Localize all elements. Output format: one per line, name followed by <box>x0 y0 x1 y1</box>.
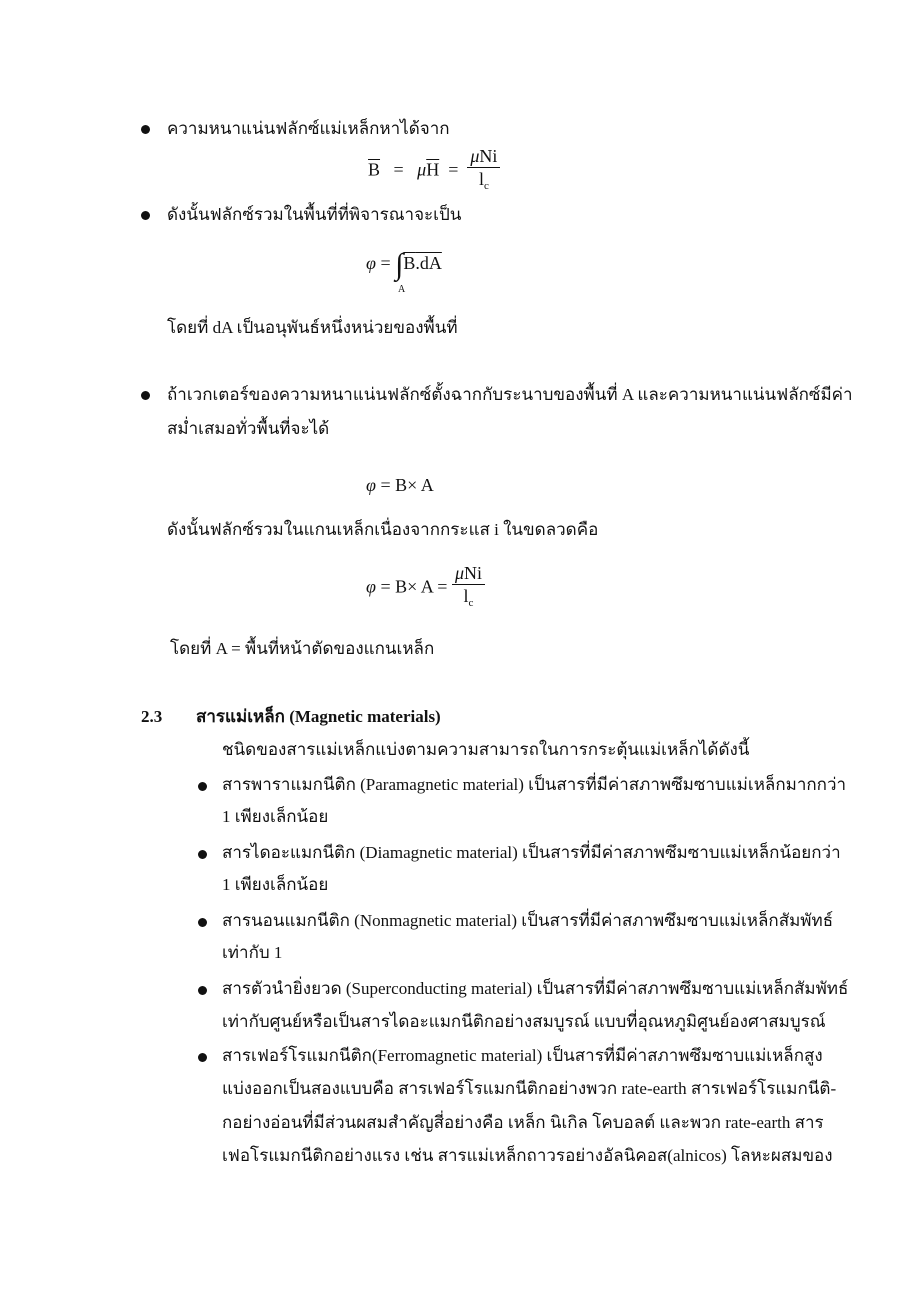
item-nonmagnetic-line2: เท่ากับ 1 <box>222 943 283 962</box>
item-ferromagnetic-line3: กอย่างอ่อนที่มีส่วนผสมสำคัญสี่อย่างคือ เหล็ก นิเกิล โคบอลต์ และพวก rate-earth สาร <box>222 1113 824 1132</box>
eq4-rest: = B× A = <box>380 576 448 597</box>
bullet-marker <box>198 918 207 927</box>
equation-core-flux <box>366 563 485 613</box>
eq3-phi: φ <box>366 475 376 495</box>
section-number: 2.3 <box>141 707 163 726</box>
section-intro: ชนิดของสารแม่เหล็กแบ่งตามความสามารถในการกระตุ้นแม่เหล็กได้ดังนี้ <box>222 740 750 759</box>
bullet-marker <box>198 850 207 859</box>
item-ferromagnetic-line2: แบ่งออกเป็นสองแบบคือ สารเฟอร์โรแมกนีติกอย่างพวก rate-earth สารเฟอร์โรแมกนีติ- <box>222 1079 837 1098</box>
eq4-den-sub: c <box>468 597 474 609</box>
note-area-definition: โดยที่ A = พื้นที่หน้าตัดของแกนเหล็ก <box>170 639 435 658</box>
eq2-phi: φ <box>366 253 376 274</box>
item-ferromagnetic-line4: เฟอโรแมกนีติกอย่างแรง เช่น สารแม่เหล็กถาวรอย่างอัลนิคอส(alnicos) โลหะผสมของ <box>222 1146 833 1165</box>
integral-sign: ∫ <box>395 248 404 281</box>
bullet-marker <box>198 782 207 791</box>
item-superconducting-line2: เท่ากับศูนย์หรือเป็นสารไดอะแมกนีติกอย่างสมบูรณ์ แบบที่อุณหภูมิศูนย์องศาสมบูรณ์ <box>222 1012 826 1031</box>
eq4-den: l <box>463 586 469 606</box>
bullet-marker <box>141 125 150 134</box>
item-ferromagnetic-line1: สารเฟอร์โรแมกนีติก(Ferromagnetic material) เป็นสารที่มีค่าสภาพซึมซาบแม่เหล็กสูง <box>222 1046 823 1065</box>
eq4-num: Ni <box>464 563 482 583</box>
eq2-equals: = <box>380 253 391 274</box>
eq4-phi: φ <box>366 576 376 597</box>
note-da-definition: โดยที่ dA เป็นอนุพันธ์หนึ่งหน่วยของพื้นที่ <box>167 318 458 337</box>
integral-limit: A <box>398 284 406 295</box>
equation-flux-product <box>366 475 434 495</box>
eq4-fraction <box>452 563 485 614</box>
item-superconducting-line1: สารตัวนำยิ่งยวด (Superconducting material) เป็นสารที่มีค่าสภาพซึมซาบแม่เหล็กสัมพัทธ์ <box>222 979 849 998</box>
eq1-h: $\overline{H}$ <box>426 159 440 180</box>
eq1-den-sub: c <box>483 180 489 192</box>
eq3-rest: = B× A <box>380 475 434 495</box>
equation-flux-density <box>368 146 500 196</box>
note-core-flux: ดังนั้นฟลักซ์รวมในแกนเหล็กเนื่องจากกระแส i ในขดลวดคือ <box>167 520 599 539</box>
eq1-num: Ni <box>479 146 498 166</box>
eq1-fraction <box>467 146 500 197</box>
section-title: สารแม่เหล็ก (Magnetic materials) <box>196 707 441 726</box>
eq2-b: $\overline{B}$ <box>403 253 416 274</box>
eq1-equals: = <box>393 159 404 180</box>
item-paramagnetic-line2: 1 เพียงเล็กน้อย <box>222 807 329 826</box>
item-diamagnetic-line1: สารไดอะแมกนีติก (Diamagnetic material) เป็นสารที่มีค่าสภาพซึมซาบแม่เหล็กน้อยกว่า <box>222 843 841 862</box>
eq1-lhs: $\overline{B}$ <box>368 159 381 180</box>
item-diamagnetic-line2: 1 เพียงเล็กน้อย <box>222 875 329 894</box>
bullet-marker <box>141 391 150 400</box>
bullet-text-perpendicular-line1: ถ้าเวกเตอร์ของความหนาแน่นฟลักซ์ตั้งฉากกับระนาบของพื้นที่ A และความหนาแน่นฟลักซ์มีค่า <box>167 385 853 404</box>
eq2-da: .dA <box>415 253 442 274</box>
bullet-text-total-flux: ดังนั้นฟลักซ์รวมในพื้นที่ที่พิจารณาจะเป็น <box>167 205 462 224</box>
eq1-num-mu: μ <box>470 146 480 166</box>
eq1-equals-2: = <box>448 159 459 180</box>
eq1-den: l <box>478 169 484 189</box>
bullet-marker <box>198 986 207 995</box>
item-paramagnetic-line1: สารพาราแมกนีติก (Paramagnetic material) เป็นสารที่มีค่าสภาพซึมซาบแม่เหล็กมากกว่า <box>222 775 847 794</box>
bullet-text-flux-density: ความหนาแน่นฟลักซ์แม่เหล็กหาได้จาก <box>167 119 450 138</box>
item-nonmagnetic-line1: สารนอนแมกนีติก (Nonmagnetic material) เป็นสารที่มีค่าสภาพซึมซาบแม่เหล็กสัมพัทธ์ <box>222 911 834 930</box>
bullet-marker <box>198 1053 207 1062</box>
eq1-mu: μ <box>417 159 427 180</box>
eq4-num-mu: μ <box>454 563 464 583</box>
bullet-text-perpendicular-line2: สม่ำเสมอทั่วพื้นที่จะได้ <box>167 419 330 438</box>
bullet-marker <box>141 211 150 220</box>
